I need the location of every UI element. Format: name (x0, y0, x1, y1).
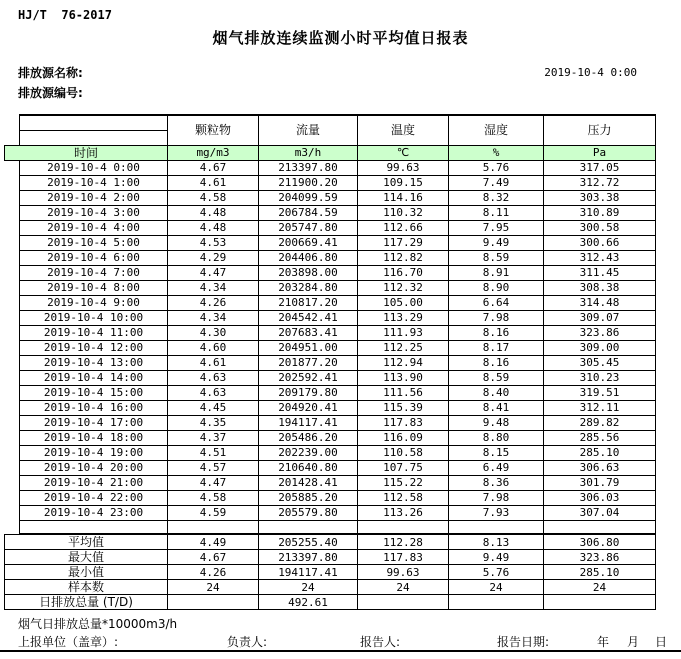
value-cell: 112.58 (358, 490, 449, 505)
summary-rows (5, 535, 656, 610)
gutter-cell (5, 340, 20, 355)
value-cell: 4.48 (168, 220, 259, 235)
value-cell: 4.53 (168, 235, 259, 250)
bottom-rule (0, 650, 681, 652)
year-label: 年 (597, 635, 610, 649)
value-cell: 8.90 (449, 280, 544, 295)
value-cell: 204406.80 (259, 250, 358, 265)
value-cell: 4.47 (168, 265, 259, 280)
value-cell: 4.26 (168, 565, 259, 580)
value-cell: 113.90 (358, 370, 449, 385)
value-cell (358, 595, 449, 610)
total-emission-note: 烟气日排放总量*10000m3/h (18, 617, 178, 631)
value-cell: 202592.41 (259, 370, 358, 385)
value-cell: 4.58 (168, 190, 259, 205)
value-cell: 8.16 (449, 355, 544, 370)
value-cell: 323.86 (544, 325, 656, 340)
value-cell: 309.00 (544, 340, 656, 355)
value-cell: 4.51 (168, 445, 259, 460)
gutter-cell (5, 475, 20, 490)
value-cell: 310.89 (544, 205, 656, 220)
value-cell: 24 (259, 580, 358, 595)
value-cell: 24 (168, 580, 259, 595)
time-cell: 2019-10-4 15:00 (20, 385, 168, 400)
value-cell: 109.15 (358, 175, 449, 190)
gutter-cell (5, 445, 20, 460)
value-cell: 194117.41 (259, 415, 358, 430)
value-cell: 4.59 (168, 505, 259, 520)
value-cell: 4.57 (168, 460, 259, 475)
table-row (5, 280, 656, 295)
gutter-cell (5, 280, 20, 295)
unit-cell: Pa (544, 145, 656, 160)
table-row (5, 445, 656, 460)
value-cell: 112.82 (358, 250, 449, 265)
value-cell: 113.29 (358, 310, 449, 325)
value-cell: 9.49 (449, 550, 544, 565)
value-cell: 4.30 (168, 325, 259, 340)
value-cell: 7.98 (449, 310, 544, 325)
table-row (5, 310, 656, 325)
time-cell: 2019-10-4 6:00 (20, 250, 168, 265)
gutter-cell (5, 115, 20, 130)
table-row (5, 430, 656, 445)
gutter-cell (5, 430, 20, 445)
page-title: 烟气排放连续监测小时平均值日报表 (212, 29, 469, 47)
unit-cell: m3/h (259, 145, 358, 160)
summary-label-cell: 最大值 (5, 550, 168, 565)
param-header-flow: 流量 (259, 115, 358, 145)
value-cell: 285.10 (544, 565, 656, 580)
gutter-cell (5, 520, 20, 533)
value-cell: 7.93 (449, 505, 544, 520)
value-cell: 205255.40 (259, 535, 358, 550)
value-cell: 6.49 (449, 460, 544, 475)
value-cell: 4.47 (168, 475, 259, 490)
value-cell: 4.29 (168, 250, 259, 265)
value-cell: 112.28 (358, 535, 449, 550)
value-cell (168, 595, 259, 610)
time-cell: 2019-10-4 11:00 (20, 325, 168, 340)
value-cell: 314.48 (544, 295, 656, 310)
value-cell: 207683.41 (259, 325, 358, 340)
table-row (5, 490, 656, 505)
gutter-cell (5, 190, 20, 205)
time-cell: 2019-10-4 1:00 (20, 175, 168, 190)
value-cell: 116.09 (358, 430, 449, 445)
value-cell: 4.63 (168, 385, 259, 400)
month-label: 月 (627, 635, 640, 649)
summary-row (5, 565, 656, 580)
time-cell: 2019-10-4 0:00 (20, 160, 168, 175)
value-cell: 115.22 (358, 475, 449, 490)
table-row (5, 190, 656, 205)
time-cell: 2019-10-4 18:00 (20, 430, 168, 445)
time-cell: 2019-10-4 19:00 (20, 445, 168, 460)
table-row (5, 355, 656, 370)
responsible-label: 负责人: (227, 635, 268, 649)
gutter-cell (5, 310, 20, 325)
value-cell: 319.51 (544, 385, 656, 400)
value-cell: 6.64 (449, 295, 544, 310)
value-cell: 8.80 (449, 430, 544, 445)
value-cell: 110.32 (358, 205, 449, 220)
main-table (4, 114, 656, 534)
table-row (5, 265, 656, 280)
value-cell: 205486.20 (259, 430, 358, 445)
param-header-pressure: 压力 (544, 115, 656, 145)
value-cell: 24 (358, 580, 449, 595)
gutter-cell (5, 385, 20, 400)
value-cell: 213397.80 (259, 160, 358, 175)
value-cell: 112.25 (358, 340, 449, 355)
value-cell: 8.32 (449, 190, 544, 205)
value-cell: 300.58 (544, 220, 656, 235)
time-cell: 2019-10-4 16:00 (20, 400, 168, 415)
time-cell: 2019-10-4 22:00 (20, 490, 168, 505)
value-cell (544, 595, 656, 610)
table-row (5, 400, 656, 415)
table-row (5, 370, 656, 385)
value-cell: 203898.00 (259, 265, 358, 280)
time-cell: 2019-10-4 10:00 (20, 310, 168, 325)
value-cell (449, 595, 544, 610)
value-cell: 117.29 (358, 235, 449, 250)
value-cell: 211900.20 (259, 175, 358, 190)
value-cell: 117.83 (358, 550, 449, 565)
source-id-label: 排放源编号: (18, 86, 83, 100)
summary-label-cell: 样本数 (5, 580, 168, 595)
value-cell: 107.75 (358, 460, 449, 475)
gutter-cell (5, 505, 20, 520)
unit-cell: % (449, 145, 544, 160)
summary-label-cell: 日排放总量 (T/D) (5, 595, 168, 610)
value-cell: 5.76 (449, 565, 544, 580)
value-cell: 114.16 (358, 190, 449, 205)
value-cell: 300.66 (544, 235, 656, 250)
value-cell: 306.63 (544, 460, 656, 475)
value-cell: 285.10 (544, 445, 656, 460)
value-cell: 213397.80 (259, 550, 358, 565)
value-cell: 311.45 (544, 265, 656, 280)
time-cell: 2019-10-4 7:00 (20, 265, 168, 280)
value-cell: 202239.00 (259, 445, 358, 460)
gutter-cell (5, 250, 20, 265)
value-cell: 204951.00 (259, 340, 358, 355)
value-cell: 4.61 (168, 355, 259, 370)
summary-label-cell: 最小值 (5, 565, 168, 580)
day-label: 日 (655, 635, 668, 649)
gutter-cell (5, 325, 20, 340)
value-cell: 8.13 (449, 535, 544, 550)
value-cell: 8.41 (449, 400, 544, 415)
standard-code: HJ/T 76-2017 (18, 8, 112, 22)
value-cell: 105.00 (358, 295, 449, 310)
value-cell: 8.11 (449, 205, 544, 220)
time-cell: 2019-10-4 4:00 (20, 220, 168, 235)
gutter-cell (5, 160, 20, 175)
summary-row (5, 550, 656, 565)
value-cell: 306.80 (544, 535, 656, 550)
gutter-cell (5, 235, 20, 250)
table-row (5, 325, 656, 340)
value-cell: 8.59 (449, 250, 544, 265)
value-cell: 7.95 (449, 220, 544, 235)
value-cell: 204920.41 (259, 400, 358, 415)
table-row (5, 460, 656, 475)
value-cell: 201877.20 (259, 355, 358, 370)
time-cell: 2019-10-4 9:00 (20, 295, 168, 310)
gutter-cell (5, 400, 20, 415)
value-cell: 301.79 (544, 475, 656, 490)
value-cell: 308.38 (544, 280, 656, 295)
value-cell: 116.70 (358, 265, 449, 280)
signature-line (0, 633, 681, 649)
source-name-label: 排放源名称: (18, 66, 83, 80)
value-cell: 4.37 (168, 430, 259, 445)
value-cell: 8.36 (449, 475, 544, 490)
report-datetime: 2019-10-4 0:00 (544, 66, 637, 79)
value-cell: 4.34 (168, 310, 259, 325)
value-cell: 112.94 (358, 355, 449, 370)
value-cell: 110.58 (358, 445, 449, 460)
gutter-cell (5, 490, 20, 505)
value-cell: 205579.80 (259, 505, 358, 520)
value-cell: 117.83 (358, 415, 449, 430)
table-row (5, 385, 656, 400)
value-cell: 194117.41 (259, 565, 358, 580)
value-cell: 8.15 (449, 445, 544, 460)
report-date-label: 报告日期: (497, 635, 550, 649)
value-cell: 4.34 (168, 280, 259, 295)
value-cell: 4.45 (168, 400, 259, 415)
value-cell: 4.58 (168, 490, 259, 505)
gutter-cell (5, 355, 20, 370)
summary-row (5, 535, 656, 550)
value-cell: 5.76 (449, 160, 544, 175)
value-cell: 305.45 (544, 355, 656, 370)
value-cell: 201428.41 (259, 475, 358, 490)
value-cell: 312.72 (544, 175, 656, 190)
table-row (5, 235, 656, 250)
gutter-cell (5, 295, 20, 310)
value-cell: 205885.20 (259, 490, 358, 505)
value-cell: 310.23 (544, 370, 656, 385)
value-cell: 492.61 (259, 595, 358, 610)
value-cell: 4.67 (168, 160, 259, 175)
time-cell: 2019-10-4 23:00 (20, 505, 168, 520)
time-cell: 2019-10-4 2:00 (20, 190, 168, 205)
value-cell: 210817.20 (259, 295, 358, 310)
gutter-cell (5, 265, 20, 280)
value-cell: 8.16 (449, 325, 544, 340)
value-cell: 99.63 (358, 160, 449, 175)
reporter-label: 报告人: (360, 635, 401, 649)
value-cell: 312.11 (544, 400, 656, 415)
value-cell: 200669.41 (259, 235, 358, 250)
summary-label-cell: 平均值 (5, 535, 168, 550)
table-row (5, 220, 656, 235)
report-unit-label: 上报单位（盖章）: (18, 635, 119, 649)
value-cell: 115.39 (358, 400, 449, 415)
value-cell: 4.67 (168, 550, 259, 565)
table-row (5, 175, 656, 190)
value-cell: 7.49 (449, 175, 544, 190)
time-cell: 2019-10-4 20:00 (20, 460, 168, 475)
value-cell: 8.91 (449, 265, 544, 280)
table-row (5, 475, 656, 490)
value-cell: 317.05 (544, 160, 656, 175)
param-header-humidity: 湿度 (449, 115, 544, 145)
header-spacer-cell (20, 130, 168, 145)
param-header-particulate: 颗粒物 (168, 115, 259, 145)
value-cell: 4.49 (168, 535, 259, 550)
time-cell: 2019-10-4 21:00 (20, 475, 168, 490)
value-cell: 204542.41 (259, 310, 358, 325)
value-cell: 307.04 (544, 505, 656, 520)
value-cell: 8.40 (449, 385, 544, 400)
gutter-cell (5, 220, 20, 235)
value-cell: 111.56 (358, 385, 449, 400)
param-header-temperature: 温度 (358, 115, 449, 145)
value-cell: 303.38 (544, 190, 656, 205)
value-cell: 4.48 (168, 205, 259, 220)
summary-row (5, 595, 656, 610)
header-row-1 (5, 115, 656, 130)
value-cell: 99.63 (358, 565, 449, 580)
gutter-cell (5, 370, 20, 385)
time-cell: 2019-10-4 12:00 (20, 340, 168, 355)
value-cell: 309.07 (544, 310, 656, 325)
gutter-cell (5, 460, 20, 475)
header-spacer-cell (20, 115, 168, 130)
value-cell: 306.03 (544, 490, 656, 505)
time-cell: 2019-10-4 8:00 (20, 280, 168, 295)
value-cell: 8.17 (449, 340, 544, 355)
value-cell: 4.35 (168, 415, 259, 430)
value-cell: 204099.59 (259, 190, 358, 205)
value-cell: 112.66 (358, 220, 449, 235)
gutter-cell (5, 175, 20, 190)
table-row (5, 340, 656, 355)
units-row (5, 145, 656, 160)
gutter-cell (5, 415, 20, 430)
time-cell: 2019-10-4 3:00 (20, 205, 168, 220)
value-cell: 4.60 (168, 340, 259, 355)
hour-rows (5, 160, 656, 520)
value-cell: 209179.80 (259, 385, 358, 400)
value-cell: 4.61 (168, 175, 259, 190)
time-cell: 2019-10-4 17:00 (20, 415, 168, 430)
value-cell: 9.49 (449, 235, 544, 250)
value-cell: 8.59 (449, 370, 544, 385)
time-cell: 2019-10-4 14:00 (20, 370, 168, 385)
gutter-cell (5, 130, 20, 145)
value-cell: 113.26 (358, 505, 449, 520)
time-cell: 2019-10-4 5:00 (20, 235, 168, 250)
empty-row (5, 520, 656, 533)
time-cell: 2019-10-4 13:00 (20, 355, 168, 370)
value-cell: 210640.80 (259, 460, 358, 475)
value-cell: 205747.80 (259, 220, 358, 235)
value-cell: 285.56 (544, 430, 656, 445)
table-row (5, 295, 656, 310)
value-cell: 323.86 (544, 550, 656, 565)
value-cell: 24 (449, 580, 544, 595)
value-cell: 289.82 (544, 415, 656, 430)
unit-cell: mg/m3 (168, 145, 259, 160)
summary-row (5, 580, 656, 595)
value-cell: 312.43 (544, 250, 656, 265)
table-row (5, 505, 656, 520)
value-cell: 111.93 (358, 325, 449, 340)
value-cell: 203284.80 (259, 280, 358, 295)
value-cell: 206784.59 (259, 205, 358, 220)
table-row (5, 415, 656, 430)
table-row (5, 250, 656, 265)
value-cell: 9.48 (449, 415, 544, 430)
unit-cell: ℃ (358, 145, 449, 160)
value-cell: 7.98 (449, 490, 544, 505)
value-cell: 112.32 (358, 280, 449, 295)
value-cell: 4.26 (168, 295, 259, 310)
value-cell: 4.63 (168, 370, 259, 385)
table-row (5, 160, 656, 175)
value-cell: 24 (544, 580, 656, 595)
gutter-cell (5, 205, 20, 220)
table-row (5, 205, 656, 220)
summary-table (4, 534, 656, 610)
time-header-cell: 时间 (5, 145, 168, 160)
